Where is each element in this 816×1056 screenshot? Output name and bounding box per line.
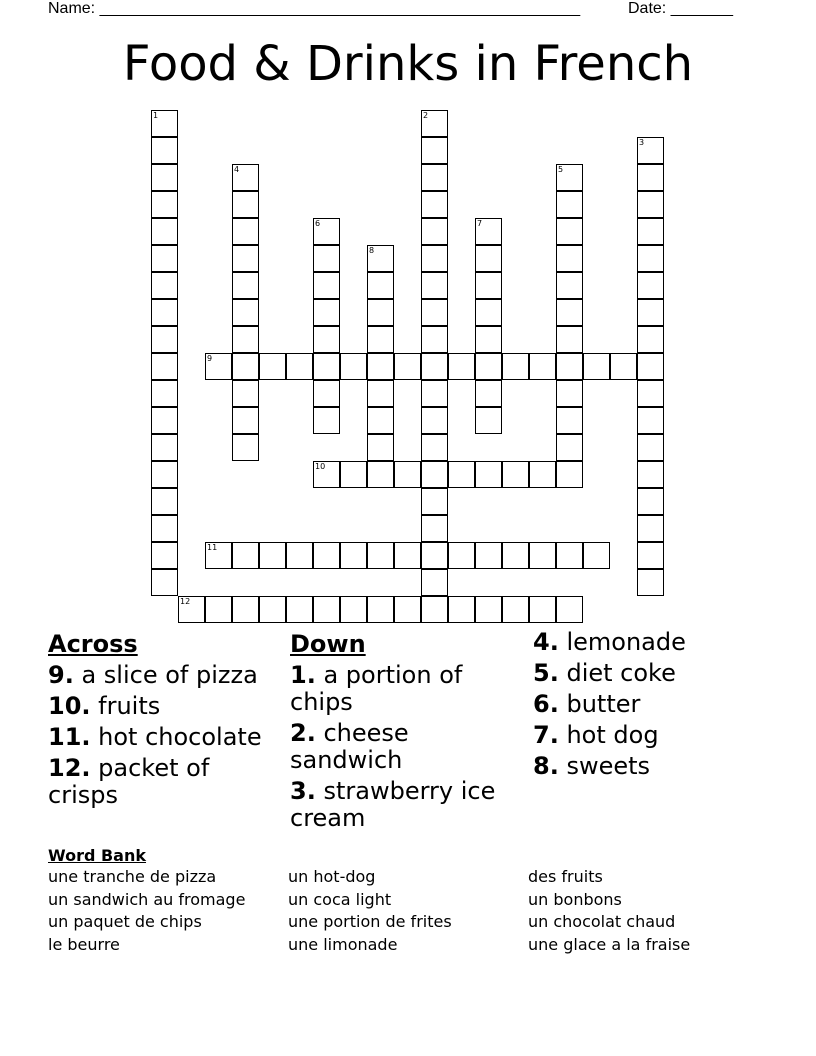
grid-cell[interactable]: [313, 380, 340, 407]
grid-cell[interactable]: [502, 461, 529, 488]
grid-cell[interactable]: [151, 272, 178, 299]
clue-number: 1: [153, 111, 159, 120]
grid-cell[interactable]: [367, 434, 394, 461]
clue-across-12: 12. packet of crisps: [48, 754, 210, 809]
grid-cell[interactable]: [475, 380, 502, 407]
grid-cell[interactable]: [367, 542, 394, 569]
grid-cell[interactable]: [367, 299, 394, 326]
grid-cell[interactable]: [556, 461, 583, 488]
grid-cell[interactable]: [286, 542, 313, 569]
grid-cell[interactable]: [448, 353, 475, 380]
clue-number: 7: [477, 219, 483, 228]
grid-cell[interactable]: [232, 245, 259, 272]
grid-cell[interactable]: [232, 407, 259, 434]
grid-cell[interactable]: [367, 380, 394, 407]
grid-cell[interactable]: [259, 596, 286, 623]
word-bank-item: une portion de frites: [288, 912, 452, 931]
grid-cell[interactable]: [151, 488, 178, 515]
grid-cell[interactable]: [421, 191, 448, 218]
grid-cell[interactable]: [151, 137, 178, 164]
grid-cell[interactable]: [232, 299, 259, 326]
grid-cell[interactable]: [367, 326, 394, 353]
grid-cell[interactable]: [475, 407, 502, 434]
grid-cell[interactable]: [313, 596, 340, 623]
grid-cell[interactable]: [313, 326, 340, 353]
grid-cell[interactable]: [475, 542, 502, 569]
grid-cell[interactable]: [367, 407, 394, 434]
grid-cell[interactable]: [637, 407, 664, 434]
grid-cell[interactable]: [313, 245, 340, 272]
grid-cell[interactable]: [637, 164, 664, 191]
name-line[interactable]: Name: ______________________________________________________: [48, 0, 581, 17]
clue-down-4: 4. lemonade: [533, 628, 686, 656]
grid-cell[interactable]: [556, 434, 583, 461]
grid-cell[interactable]: [556, 380, 583, 407]
grid-cell[interactable]: [556, 299, 583, 326]
clue-down-8: 8. sweets: [533, 752, 651, 780]
clue-down-6: 6. butter: [533, 690, 641, 718]
across-clues: [48, 628, 278, 813]
grid-cell[interactable]: [475, 326, 502, 353]
word-bank-title: Word Bank: [48, 846, 147, 865]
grid-cell[interactable]: [151, 245, 178, 272]
grid-cell[interactable]: [232, 326, 259, 353]
grid-cell[interactable]: [232, 272, 259, 299]
grid-cell[interactable]: [421, 542, 448, 569]
grid-cell[interactable]: [529, 596, 556, 623]
grid-cell[interactable]: [583, 353, 610, 380]
clue-across-10: 10. fruits: [48, 692, 161, 720]
grid-cell[interactable]: [151, 569, 178, 596]
grid-cell[interactable]: [421, 218, 448, 245]
word-bank-item: une limonade: [288, 934, 398, 954]
grid-cell[interactable]: [151, 434, 178, 461]
clue-number: 5: [558, 165, 564, 174]
grid-cell[interactable]: [151, 164, 178, 191]
grid-cell[interactable]: [340, 596, 367, 623]
clue-down-2: 2. cheese sandwich: [290, 719, 409, 774]
grid-cell[interactable]: [313, 272, 340, 299]
grid-cell[interactable]: [448, 461, 475, 488]
grid-cell[interactable]: [529, 461, 556, 488]
grid-cell[interactable]: [421, 488, 448, 515]
grid-cell[interactable]: [151, 191, 178, 218]
grid-cell[interactable]: [556, 191, 583, 218]
grid-cell[interactable]: [502, 542, 529, 569]
grid-cell[interactable]: [151, 110, 178, 137]
date-line[interactable]: Date: _______: [628, 0, 733, 17]
grid-cell[interactable]: [529, 353, 556, 380]
grid-cell[interactable]: [421, 110, 448, 137]
word-bank-item: un chocolat chaud: [528, 912, 676, 931]
grid-cell[interactable]: [475, 245, 502, 272]
grid-cell[interactable]: [340, 461, 367, 488]
grid-cell[interactable]: [205, 596, 232, 623]
grid-cell[interactable]: [421, 137, 448, 164]
clue-number: 2: [423, 111, 429, 120]
grid-cell[interactable]: [637, 137, 664, 164]
grid-cell[interactable]: [448, 542, 475, 569]
clue-number: 12: [180, 597, 191, 606]
word-bank-column-3: [528, 866, 690, 956]
grid-cell[interactable]: [529, 542, 556, 569]
grid-cell[interactable]: [556, 407, 583, 434]
grid-cell[interactable]: [259, 353, 286, 380]
grid-cell[interactable]: [367, 272, 394, 299]
grid-cell[interactable]: [637, 326, 664, 353]
grid-cell[interactable]: [313, 353, 340, 380]
grid-cell[interactable]: [637, 353, 664, 380]
grid-cell[interactable]: [637, 299, 664, 326]
grid-cell[interactable]: [421, 461, 448, 488]
clue-down-7: 7. hot dog: [533, 721, 659, 749]
grid-cell[interactable]: [475, 218, 502, 245]
grid-cell[interactable]: [367, 245, 394, 272]
grid-cell[interactable]: [394, 461, 421, 488]
grid-cell[interactable]: [394, 542, 421, 569]
word-bank-item: un hot-dog: [288, 867, 376, 886]
grid-cell[interactable]: [232, 191, 259, 218]
grid-cell[interactable]: [367, 353, 394, 380]
clue-number: 9: [207, 354, 213, 363]
grid-cell[interactable]: [556, 218, 583, 245]
across-heading: Across: [48, 630, 138, 658]
grid-cell[interactable]: [313, 407, 340, 434]
grid-cell[interactable]: [151, 542, 178, 569]
grid-cell[interactable]: [151, 299, 178, 326]
grid-cell[interactable]: [421, 407, 448, 434]
grid-cell[interactable]: [232, 353, 259, 380]
down-clues: [290, 628, 520, 836]
grid-cell[interactable]: [637, 380, 664, 407]
grid-cell[interactable]: [637, 461, 664, 488]
grid-cell[interactable]: [421, 434, 448, 461]
grid-cell[interactable]: [556, 353, 583, 380]
word-bank-item: un paquet de chips: [48, 912, 202, 931]
grid-cell[interactable]: [340, 542, 367, 569]
grid-cell[interactable]: [637, 434, 664, 461]
grid-cell[interactable]: [421, 515, 448, 542]
grid-cell[interactable]: [421, 299, 448, 326]
grid-cell[interactable]: [151, 353, 178, 380]
down-heading: Down: [290, 630, 366, 658]
grid-cell[interactable]: [151, 380, 178, 407]
down-clues-continued: [533, 629, 773, 784]
grid-cell[interactable]: [502, 353, 529, 380]
clue-number: 8: [369, 246, 375, 255]
clue-number: 6: [315, 219, 321, 228]
grid-cell[interactable]: [637, 191, 664, 218]
grid-cell[interactable]: [286, 353, 313, 380]
grid-cell[interactable]: [232, 380, 259, 407]
grid-cell[interactable]: [178, 596, 205, 623]
grid-cell[interactable]: [205, 353, 232, 380]
grid-cell[interactable]: [637, 272, 664, 299]
grid-cell[interactable]: [151, 218, 178, 245]
clue-number: 3: [639, 138, 645, 147]
grid-cell[interactable]: [421, 353, 448, 380]
grid-cell[interactable]: [421, 164, 448, 191]
grid-cell[interactable]: [313, 461, 340, 488]
grid-cell[interactable]: [637, 515, 664, 542]
grid-cell[interactable]: [475, 299, 502, 326]
grid-cell[interactable]: [151, 461, 178, 488]
grid-cell[interactable]: [394, 353, 421, 380]
grid-cell[interactable]: [232, 596, 259, 623]
grid-cell[interactable]: [421, 272, 448, 299]
clue-down-1: 1. a portion of chips: [290, 661, 463, 716]
grid-cell[interactable]: [421, 380, 448, 407]
grid-cell[interactable]: [340, 353, 367, 380]
word-bank: [48, 846, 768, 966]
word-bank-item: un coca light: [288, 889, 392, 909]
word-bank-item: le beurre: [48, 934, 120, 954]
grid-cell[interactable]: [232, 434, 259, 461]
grid-cell[interactable]: [313, 218, 340, 245]
page-title: Food & Drinks in French: [122, 36, 694, 92]
grid-cell[interactable]: [556, 542, 583, 569]
clue-number: 4: [234, 165, 240, 174]
grid-cell[interactable]: [421, 569, 448, 596]
word-bank-column-2: [288, 866, 452, 956]
grid-cell[interactable]: [448, 596, 475, 623]
grid-cell[interactable]: [232, 542, 259, 569]
grid-cell[interactable]: [151, 515, 178, 542]
grid-cell[interactable]: [475, 272, 502, 299]
grid-cell[interactable]: [367, 596, 394, 623]
grid-cell[interactable]: [232, 218, 259, 245]
word-bank-item: une glace a la fraise: [528, 934, 691, 954]
clue-number: 11: [207, 543, 218, 552]
grid-cell[interactable]: [313, 542, 340, 569]
word-bank-item: une tranche de pizza: [48, 867, 217, 886]
grid-cell[interactable]: [502, 596, 529, 623]
grid-cell[interactable]: [556, 164, 583, 191]
grid-cell[interactable]: [556, 596, 583, 623]
clue-down-5: 5. diet coke: [533, 659, 676, 687]
grid-cell[interactable]: [556, 326, 583, 353]
grid-cell[interactable]: [232, 164, 259, 191]
grid-cell[interactable]: [583, 542, 610, 569]
clue-down-3: 3. strawberry ice cream: [290, 777, 496, 832]
clue-across-11: 11. hot chocolate: [48, 723, 262, 751]
grid-cell[interactable]: [151, 326, 178, 353]
grid-cell[interactable]: [475, 461, 502, 488]
grid-cell[interactable]: [637, 218, 664, 245]
word-bank-column-1: [48, 866, 245, 956]
grid-cell[interactable]: [637, 569, 664, 596]
grid-cell[interactable]: [637, 488, 664, 515]
grid-cell[interactable]: [151, 407, 178, 434]
grid-cell[interactable]: [259, 542, 286, 569]
clue-number: 10: [315, 462, 326, 471]
grid-cell[interactable]: [637, 245, 664, 272]
grid-cell[interactable]: [313, 299, 340, 326]
grid-cell[interactable]: [394, 596, 421, 623]
word-bank-item: un sandwich au fromage: [48, 889, 246, 909]
grid-cell[interactable]: [367, 461, 394, 488]
clue-across-9: 9. a slice of pizza: [48, 661, 258, 689]
word-bank-item: un bonbons: [528, 889, 622, 909]
grid-cell[interactable]: [286, 596, 313, 623]
grid-cell[interactable]: [637, 542, 664, 569]
grid-cell[interactable]: [475, 596, 502, 623]
grid-cell[interactable]: [421, 596, 448, 623]
grid-cell[interactable]: [205, 542, 232, 569]
grid-cell[interactable]: [610, 353, 637, 380]
grid-cell[interactable]: [556, 272, 583, 299]
grid-cell[interactable]: [475, 353, 502, 380]
grid-cell[interactable]: [421, 326, 448, 353]
grid-cell[interactable]: [421, 245, 448, 272]
word-bank-item: des fruits: [528, 867, 603, 886]
grid-cell[interactable]: [556, 245, 583, 272]
